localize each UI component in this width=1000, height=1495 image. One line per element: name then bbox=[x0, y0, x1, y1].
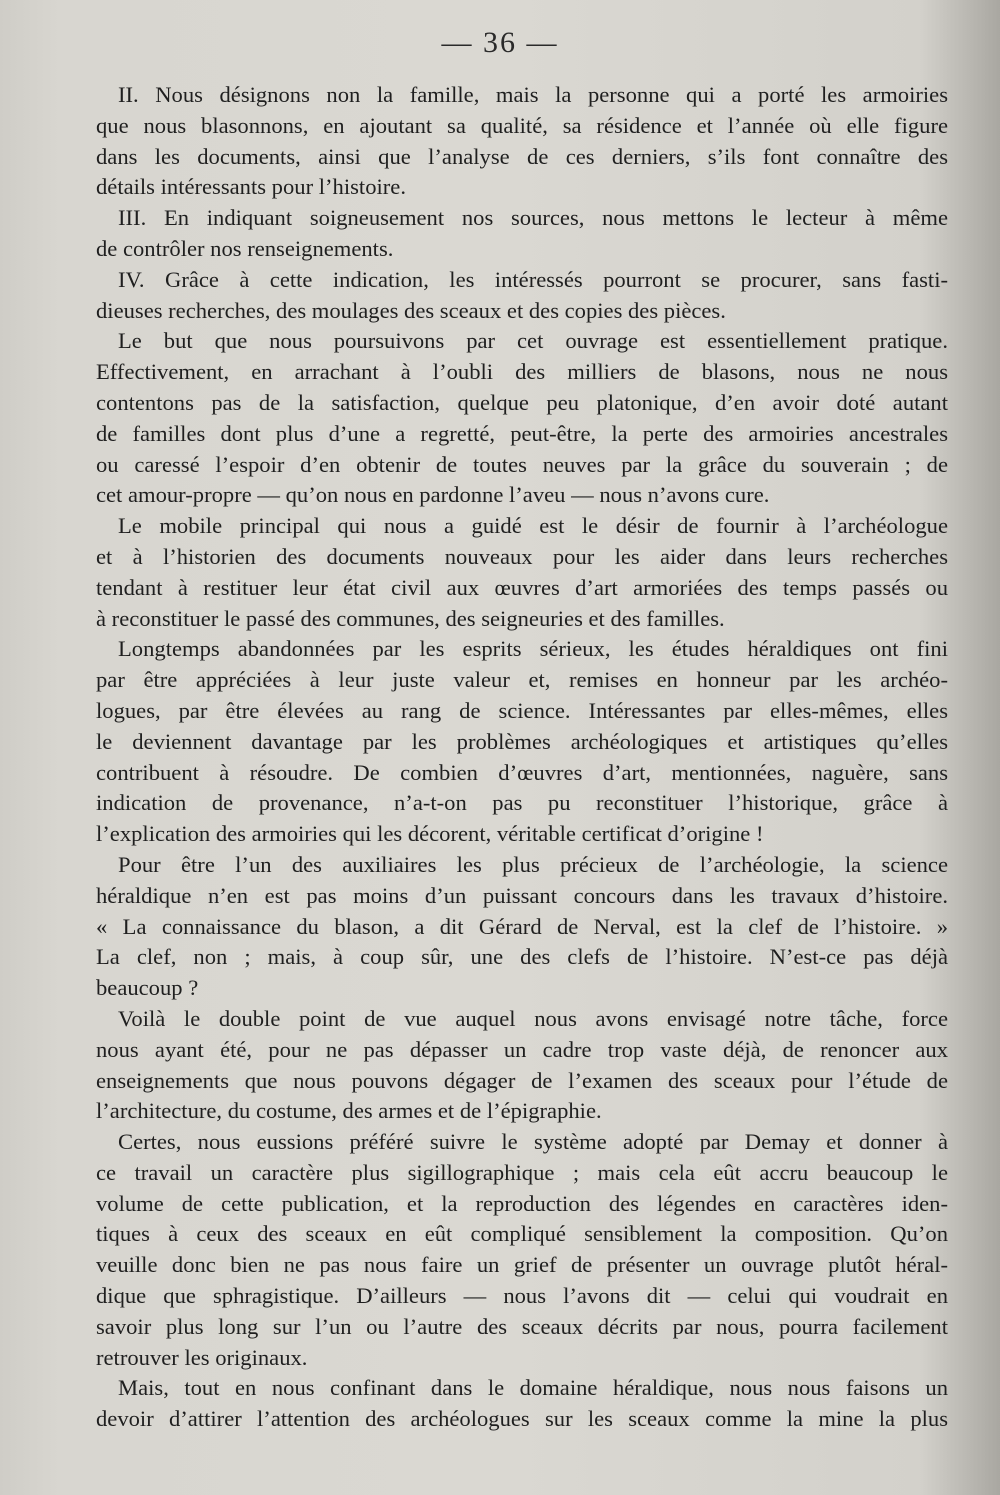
text-line: et à l’historien des documents nouveaux pour les aider dans leurs recherches bbox=[96, 543, 948, 569]
text-line: « La connaissance du blason, a dit Gérard de Nerval, est la clef de l’histoire. » bbox=[96, 913, 948, 939]
text-line: contentons pas de la satisfaction, quelque peu platonique, d’en avoir doté autant bbox=[96, 389, 948, 415]
text-line: cet amour-propre — qu’on nous en pardonne l’aveu — nous n’avons cure. bbox=[96, 482, 770, 508]
text-line: Le mobile principal qui nous a guidé est le désir de fournir à l’archéologue bbox=[118, 513, 948, 539]
text-line: héraldique n’en est pas moins d’un puissant concours dans les travaux d’histoire. bbox=[96, 882, 948, 908]
body-text bbox=[96, 80, 948, 1435]
text-line: détails intéressants pour l’histoire. bbox=[96, 174, 406, 200]
text-line: dans les documents, ainsi que l’analyse de ces derniers, s’ils font connaître des bbox=[96, 143, 948, 169]
text-line: devoir d’attirer l’attention des archéologues sur les sceaux comme la mine la plus bbox=[96, 1406, 948, 1432]
text-line: dique que sphragistique. D’ailleurs — nous l’avons dit — celui qui voudrait en bbox=[96, 1283, 948, 1309]
text-line: Effectivement, en arrachant à l’oubli des milliers de blasons, nous ne nous bbox=[96, 359, 948, 385]
text-line: tendant à restituer leur état civil aux œuvres d’art armoriées des temps passés ou bbox=[96, 574, 948, 600]
text-line: indication de provenance, n’a-t-on pas pu reconstituer l’historique, grâce à bbox=[96, 790, 948, 816]
text-line: beaucoup ? bbox=[96, 975, 199, 1001]
text-line: ou caressé l’espoir d’en obtenir de toutes neuves par la grâce du souverain ; de bbox=[96, 451, 948, 477]
text-line: II. Nous désignons non la famille, mais la personne qui a porté les armoiries bbox=[118, 82, 948, 107]
text-line: retrouver les originaux. bbox=[96, 1344, 308, 1370]
text-line: le deviennent davantage par les problèmes archéologiques et artistiques qu’elles bbox=[96, 728, 948, 754]
text-line: par être appréciées à leur juste valeur et, remises en honneur par les archéo- bbox=[96, 667, 948, 693]
text-line: III. En indiquant soigneusement nos sources, nous mettons le lecteur à même bbox=[118, 205, 948, 231]
text-line: l’explication des armoiries qui les décorent, véritable certificat d’origine ! bbox=[96, 821, 764, 847]
text-line: savoir plus long sur l’un ou l’autre des sceaux décrits par nous, pourra facilement bbox=[96, 1313, 948, 1339]
text-line: de familles dont plus d’une a regretté, peut-être, la perte des armoiries ancestrales bbox=[96, 420, 948, 446]
text-line: nous ayant été, pour ne pas dépasser un cadre trop vaste déjà, de renoncer aux bbox=[96, 1036, 948, 1062]
text-line: dieuses recherches, des moulages des sceaux et des copies des pièces. bbox=[96, 297, 726, 323]
text-line: enseignements que nous pouvons dégager de l’examen des sceaux pour l’étude de bbox=[96, 1067, 948, 1093]
text-line: de contrôler nos renseignements. bbox=[96, 235, 394, 261]
text-line: veuille donc bien ne pas nous faire un grief de présenter un ouvrage plutôt héral- bbox=[96, 1252, 948, 1278]
text-line: tiques à ceux des sceaux en eût compliqué sensiblement la composition. Qu’on bbox=[96, 1221, 948, 1247]
text-line: l’architecture, du costume, des armes et de l’épigraphie. bbox=[96, 1098, 602, 1124]
text-line: Mais, tout en nous confinant dans le domaine héraldique, nous nous faisons un bbox=[118, 1375, 948, 1401]
text-line: Voilà le double point de vue auquel nous avons envisagé notre tâche, force bbox=[118, 1005, 948, 1031]
text-line: à reconstituer le passé des communes, des seigneuries et des familles. bbox=[96, 605, 725, 631]
text-line: La clef, non ; mais, à coup sûr, une des clefs de l’histoire. N’est-ce pas déjà bbox=[96, 944, 948, 970]
text-line: logues, par être élevées au rang de science. Intéressantes par elles-mêmes, elles bbox=[96, 697, 948, 723]
text-line: volume de cette publication, et la reproduction des légendes en caractères iden- bbox=[96, 1190, 948, 1216]
text-line: Pour être l’un des auxiliaires les plus précieux de l’archéologie, la science bbox=[118, 851, 948, 877]
text-line: ce travail un caractère plus sigillographique ; mais cela eût accru beaucoup le bbox=[96, 1159, 948, 1185]
text-line: Le but que nous poursuivons par cet ouvrage est essentiellement pratique. bbox=[118, 328, 948, 354]
text-line: que nous blasonnons, en ajoutant sa qualité, sa résidence et l’année où elle figure bbox=[96, 112, 948, 138]
text-line: IV. Grâce à cette indication, les intéressés pourront se procurer, sans fasti- bbox=[118, 266, 948, 292]
page-number: — 36 — bbox=[441, 26, 559, 59]
text-line: contribuent à résoudre. De combien d’œuvres d’art, mentionnées, naguère, sans bbox=[96, 759, 948, 785]
text-line: Certes, nous eussions préféré suivre le système adopté par Demay et donner à bbox=[118, 1129, 948, 1155]
text-line: Longtemps abandonnées par les esprits sérieux, les études héraldiques ont fini bbox=[118, 636, 948, 662]
